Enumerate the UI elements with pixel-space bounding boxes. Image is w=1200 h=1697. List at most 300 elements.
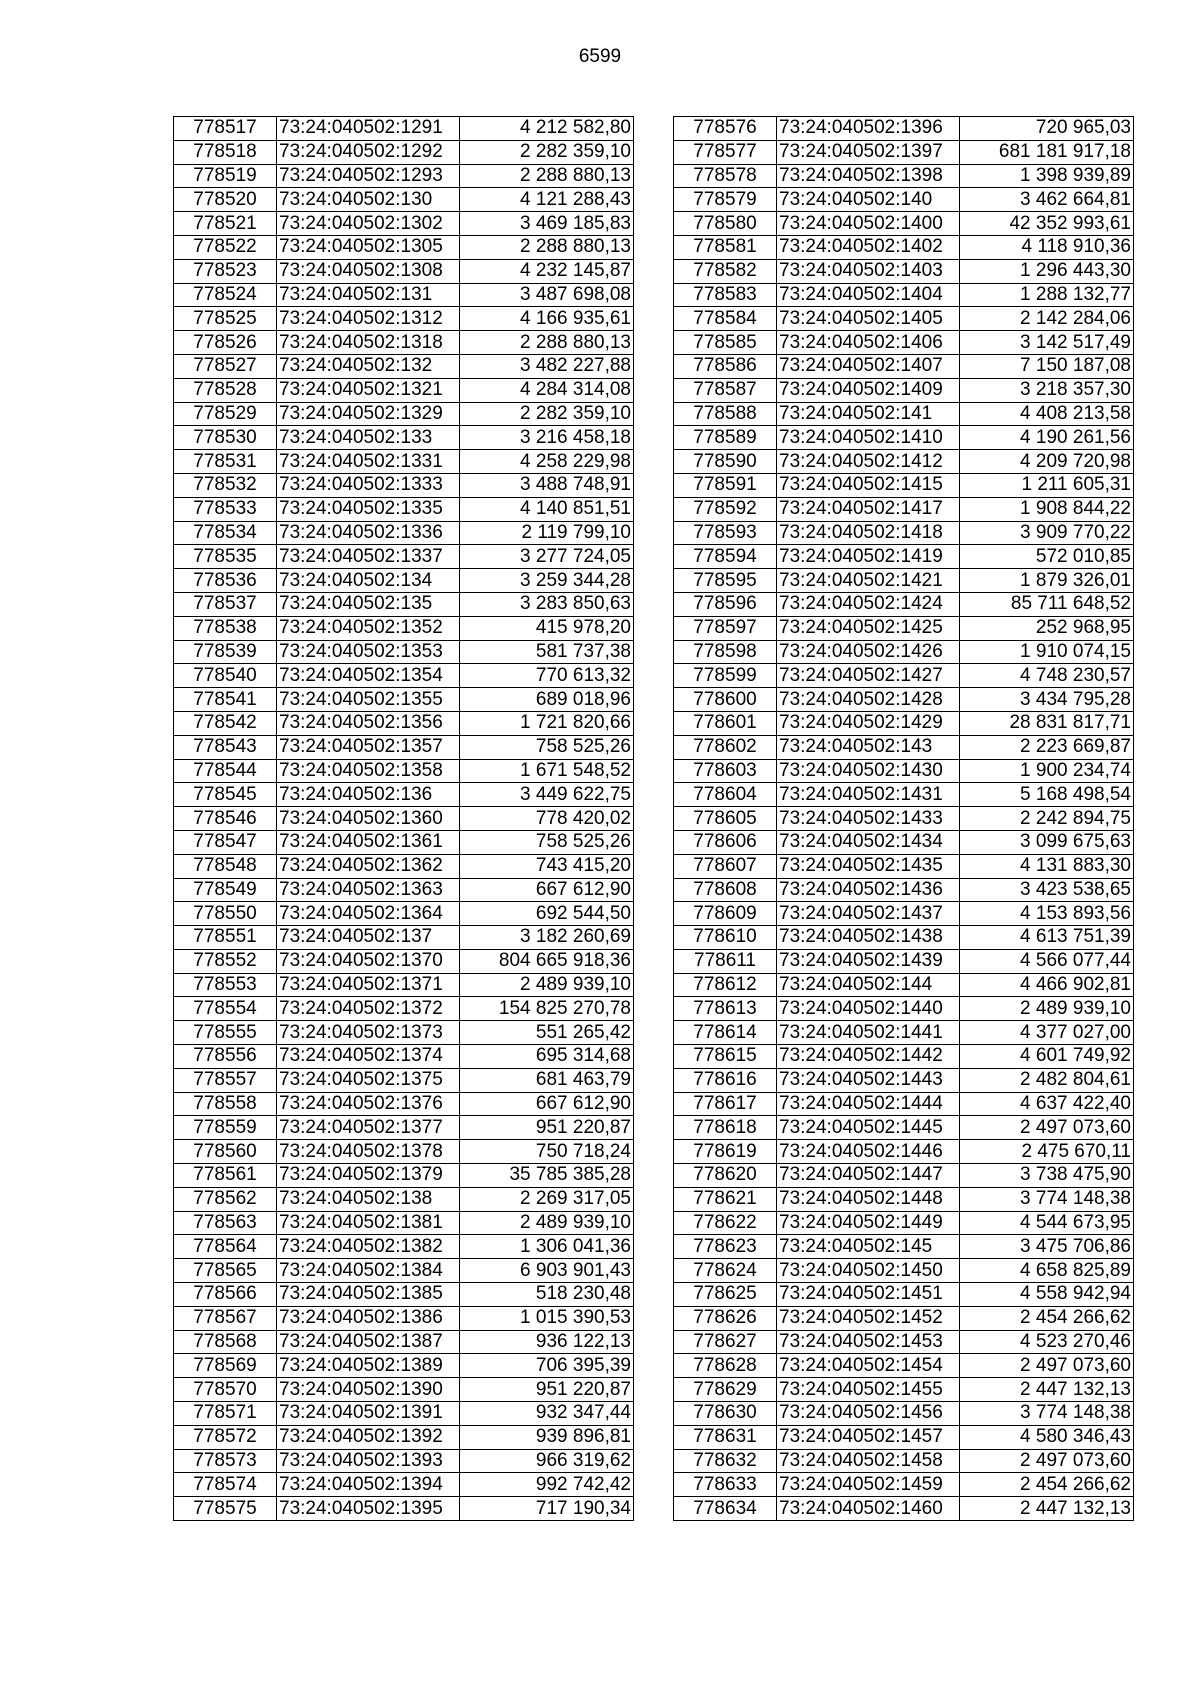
cadastral-value-cell: 667 612,90 [460,878,634,902]
table-row [674,426,1134,450]
cadastral-value-cell: 2 119 799,10 [460,521,634,545]
cadastral-number-cell: 73:24:040502:1445 [777,1116,960,1140]
table-row [174,1283,634,1307]
cadastral-value-cell: 3 488 748,91 [460,473,634,497]
record-number-cell: 778571 [174,1402,277,1426]
cadastral-number-cell: 73:24:040502:1372 [277,997,460,1021]
table-row [174,283,634,307]
cadastral-number-cell: 73:24:040502:1427 [777,664,960,688]
table-row [674,664,1134,688]
cadastral-value-cell: 2 489 939,10 [460,1211,634,1235]
table-row [674,1354,1134,1378]
cadastral-value-cell: 4 613 751,39 [960,926,1134,950]
cadastral-number-cell: 73:24:040502:1403 [777,259,960,283]
cadastral-number-cell: 73:24:040502:1405 [777,307,960,331]
record-number-cell: 778568 [174,1330,277,1354]
cadastral-value-cell: 6 903 901,43 [460,1259,634,1283]
record-number-cell: 778592 [674,497,777,521]
record-number-cell: 778557 [174,1068,277,1092]
cadastral-value-cell: 4 190 261,56 [960,426,1134,450]
cadastral-number-cell: 73:24:040502:132 [277,354,460,378]
cadastral-value-cell: 2 497 073,60 [960,1449,1134,1473]
cadastral-number-cell: 73:24:040502:1435 [777,854,960,878]
cadastral-number-cell: 73:24:040502:1418 [777,521,960,545]
cadastral-value-cell: 4 408 213,58 [960,402,1134,426]
table-row [674,830,1134,854]
cadastral-value-cell: 4 121 288,43 [460,188,634,212]
record-number-cell: 778591 [674,473,777,497]
cadastral-value-cell: 581 737,38 [460,640,634,664]
record-number-cell: 778584 [674,307,777,331]
cadastral-value-cell: 3 277 724,05 [460,545,634,569]
cadastral-number-cell: 73:24:040502:1442 [777,1045,960,1069]
cadastral-value-cell: 706 395,39 [460,1354,634,1378]
table-row [174,1330,634,1354]
table-row [174,235,634,259]
record-number-cell: 778540 [174,664,277,688]
record-number-cell: 778561 [174,1164,277,1188]
cadastral-value-cell: 4 637 422,40 [960,1092,1134,1116]
table-row [174,545,634,569]
record-number-cell: 778539 [174,640,277,664]
table-row [674,569,1134,593]
cadastral-number-cell: 73:24:040502:137 [277,926,460,950]
record-number-cell: 778526 [174,331,277,355]
table-row [174,188,634,212]
cadastral-number-cell: 73:24:040502:1356 [277,711,460,735]
cadastral-value-cell: 2 269 317,05 [460,1187,634,1211]
cadastral-value-cell: 770 613,32 [460,664,634,688]
table-row [674,1425,1134,1449]
page-number: 6599 [578,46,622,67]
cadastral-value-cell: 750 718,24 [460,1140,634,1164]
table-row [174,521,634,545]
cadastral-value-cell: 743 415,20 [460,854,634,878]
record-number-cell: 778596 [674,592,777,616]
table-row [674,735,1134,759]
register-table-left [173,116,634,1521]
table-row [674,688,1134,712]
cadastral-number-cell: 73:24:040502:134 [277,569,460,593]
record-number-cell: 778518 [174,140,277,164]
cadastral-value-cell: 4 748 230,57 [960,664,1134,688]
cadastral-value-cell: 3 482 227,88 [460,354,634,378]
cadastral-number-cell: 73:24:040502:1379 [277,1164,460,1188]
cadastral-number-cell: 73:24:040502:1371 [277,973,460,997]
table-row [174,1211,634,1235]
cadastral-number-cell: 73:24:040502:1393 [277,1449,460,1473]
cadastral-number-cell: 73:24:040502:1382 [277,1235,460,1259]
table-row [174,807,634,831]
table-row [674,497,1134,521]
cadastral-value-cell: 689 018,96 [460,688,634,712]
record-number-cell: 778521 [174,212,277,236]
cadastral-number-cell: 73:24:040502:1363 [277,878,460,902]
cadastral-number-cell: 73:24:040502:1292 [277,140,460,164]
cadastral-number-cell: 73:24:040502:1421 [777,569,960,593]
record-number-cell: 778612 [674,973,777,997]
cadastral-number-cell: 73:24:040502:1312 [277,307,460,331]
table-row [174,973,634,997]
record-number-cell: 778631 [674,1425,777,1449]
cadastral-number-cell: 73:24:040502:1364 [277,902,460,926]
cadastral-value-cell: 4 523 270,46 [960,1330,1134,1354]
record-number-cell: 778597 [674,616,777,640]
record-number-cell: 778634 [674,1497,777,1521]
cadastral-value-cell: 667 612,90 [460,1092,634,1116]
record-number-cell: 778527 [174,354,277,378]
cadastral-value-cell: 758 525,26 [460,735,634,759]
table-row [174,402,634,426]
cadastral-number-cell: 73:24:040502:1404 [777,283,960,307]
record-number-cell: 778624 [674,1259,777,1283]
record-number-cell: 778576 [674,117,777,141]
record-number-cell: 778534 [174,521,277,545]
cadastral-number-cell: 73:24:040502:1378 [277,1140,460,1164]
table-row [674,259,1134,283]
record-number-cell: 778626 [674,1306,777,1330]
cadastral-number-cell: 73:24:040502:1305 [277,235,460,259]
cadastral-value-cell: 1 900 234,74 [960,759,1134,783]
record-number-cell: 778569 [174,1354,277,1378]
table-row [174,664,634,688]
cadastral-value-cell: 42 352 993,61 [960,212,1134,236]
cadastral-value-cell: 1 910 074,15 [960,640,1134,664]
cadastral-number-cell: 73:24:040502:1321 [277,378,460,402]
cadastral-number-cell: 73:24:040502:1395 [277,1497,460,1521]
record-number-cell: 778531 [174,450,277,474]
cadastral-number-cell: 73:24:040502:1352 [277,616,460,640]
cadastral-value-cell: 695 314,68 [460,1045,634,1069]
record-number-cell: 778600 [674,688,777,712]
table-row [174,426,634,450]
cadastral-value-cell: 3 774 148,38 [960,1187,1134,1211]
cadastral-number-cell: 73:24:040502:1439 [777,949,960,973]
cadastral-number-cell: 73:24:040502:1417 [777,497,960,521]
record-number-cell: 778567 [174,1306,277,1330]
cadastral-number-cell: 73:24:040502:1430 [777,759,960,783]
cadastral-number-cell: 73:24:040502:1434 [777,830,960,854]
cadastral-number-cell: 73:24:040502:145 [777,1235,960,1259]
record-number-cell: 778603 [674,759,777,783]
table-row [674,973,1134,997]
cadastral-value-cell: 2 482 804,61 [960,1068,1134,1092]
cadastral-number-cell: 73:24:040502:1385 [277,1283,460,1307]
cadastral-number-cell: 73:24:040502:1457 [777,1425,960,1449]
cadastral-number-cell: 73:24:040502:1336 [277,521,460,545]
table-row [674,331,1134,355]
cadastral-value-cell: 2 242 894,75 [960,807,1134,831]
record-number-cell: 778564 [174,1235,277,1259]
record-number-cell: 778599 [674,664,777,688]
record-number-cell: 778546 [174,807,277,831]
cadastral-number-cell: 73:24:040502:1458 [777,1449,960,1473]
table-row [174,878,634,902]
table-row [674,1116,1134,1140]
record-number-cell: 778630 [674,1402,777,1426]
cadastral-number-cell: 73:24:040502:1424 [777,592,960,616]
record-number-cell: 778553 [174,973,277,997]
table-row [174,926,634,950]
table-row [674,926,1134,950]
record-number-cell: 778563 [174,1211,277,1235]
record-number-cell: 778628 [674,1354,777,1378]
cadastral-number-cell: 73:24:040502:1376 [277,1092,460,1116]
record-number-cell: 778623 [674,1235,777,1259]
record-number-cell: 778549 [174,878,277,902]
table-row [674,450,1134,474]
record-number-cell: 778602 [674,735,777,759]
cadastral-number-cell: 73:24:040502:144 [777,973,960,997]
cadastral-value-cell: 778 420,02 [460,807,634,831]
cadastral-value-cell: 2 497 073,60 [960,1116,1134,1140]
record-number-cell: 778547 [174,830,277,854]
cadastral-value-cell: 1 296 443,30 [960,259,1134,283]
cadastral-number-cell: 73:24:040502:1431 [777,783,960,807]
cadastral-number-cell: 73:24:040502:1440 [777,997,960,1021]
record-number-cell: 778607 [674,854,777,878]
cadastral-number-cell: 73:24:040502:1373 [277,1021,460,1045]
cadastral-value-cell: 1 398 939,89 [960,164,1134,188]
cadastral-value-cell: 1 211 605,31 [960,473,1134,497]
register-table-left-body [174,117,634,1521]
record-number-cell: 778532 [174,473,277,497]
table-row [174,212,634,236]
cadastral-number-cell: 73:24:040502:1436 [777,878,960,902]
cadastral-value-cell: 2 282 359,10 [460,140,634,164]
record-number-cell: 778587 [674,378,777,402]
cadastral-number-cell: 73:24:040502:1353 [277,640,460,664]
record-number-cell: 778558 [174,1092,277,1116]
cadastral-value-cell: 4 284 314,08 [460,378,634,402]
table-row [174,1259,634,1283]
record-number-cell: 778548 [174,854,277,878]
record-number-cell: 778617 [674,1092,777,1116]
record-number-cell: 778582 [674,259,777,283]
cadastral-value-cell: 2 288 880,13 [460,331,634,355]
table-row [174,1140,634,1164]
record-number-cell: 778525 [174,307,277,331]
table-row [174,735,634,759]
cadastral-number-cell: 73:24:040502:1398 [777,164,960,188]
cadastral-number-cell: 73:24:040502:1308 [277,259,460,283]
table-row [674,402,1134,426]
cadastral-number-cell: 73:24:040502:1454 [777,1354,960,1378]
table-row [174,569,634,593]
cadastral-value-cell: 2 497 073,60 [960,1354,1134,1378]
cadastral-value-cell: 7 150 187,08 [960,354,1134,378]
record-number-cell: 778594 [674,545,777,569]
cadastral-number-cell: 73:24:040502:1337 [277,545,460,569]
cadastral-number-cell: 73:24:040502:1361 [277,830,460,854]
record-number-cell: 778566 [174,1283,277,1307]
record-number-cell: 778620 [674,1164,777,1188]
record-number-cell: 778551 [174,926,277,950]
cadastral-number-cell: 73:24:040502:1387 [277,1330,460,1354]
table-row [174,1187,634,1211]
table-row [174,1092,634,1116]
cadastral-number-cell: 73:24:040502:1400 [777,212,960,236]
cadastral-value-cell: 992 742,42 [460,1473,634,1497]
cadastral-number-cell: 73:24:040502:1447 [777,1164,960,1188]
cadastral-number-cell: 73:24:040502:1441 [777,1021,960,1045]
table-row [174,1068,634,1092]
cadastral-value-cell: 2 489 939,10 [960,997,1134,1021]
table-row [174,450,634,474]
register-table-right [673,116,1134,1521]
record-number-cell: 778609 [674,902,777,926]
record-number-cell: 778542 [174,711,277,735]
table-row [674,1497,1134,1521]
table-row [674,592,1134,616]
cadastral-value-cell: 154 825 270,78 [460,997,634,1021]
cadastral-number-cell: 73:24:040502:1456 [777,1402,960,1426]
table-row [174,1116,634,1140]
cadastral-value-cell: 966 319,62 [460,1449,634,1473]
cadastral-value-cell: 3 099 675,63 [960,830,1134,854]
cadastral-value-cell: 518 230,48 [460,1283,634,1307]
table-row [674,902,1134,926]
cadastral-number-cell: 73:24:040502:1448 [777,1187,960,1211]
cadastral-value-cell: 4 209 720,98 [960,450,1134,474]
record-number-cell: 778524 [174,283,277,307]
table-row [174,783,634,807]
table-row [174,1164,634,1188]
record-number-cell: 778560 [174,1140,277,1164]
table-row [174,1378,634,1402]
cadastral-number-cell: 73:24:040502:1397 [777,140,960,164]
table-row [174,688,634,712]
table-row [174,592,634,616]
record-number-cell: 778586 [674,354,777,378]
record-number-cell: 778621 [674,1187,777,1211]
table-row [674,1449,1134,1473]
record-number-cell: 778529 [174,402,277,426]
table-row [674,1259,1134,1283]
cadastral-value-cell: 3 774 148,38 [960,1402,1134,1426]
cadastral-value-cell: 3 259 344,28 [460,569,634,593]
cadastral-number-cell: 73:24:040502:130 [277,188,460,212]
table-row [174,854,634,878]
table-row [674,354,1134,378]
cadastral-number-cell: 73:24:040502:1381 [277,1211,460,1235]
record-number-cell: 778622 [674,1211,777,1235]
cadastral-number-cell: 73:24:040502:1407 [777,354,960,378]
cadastral-value-cell: 2 447 132,13 [960,1378,1134,1402]
table-row [674,1235,1134,1259]
record-number-cell: 778605 [674,807,777,831]
table-row [174,473,634,497]
cadastral-number-cell: 73:24:040502:1444 [777,1092,960,1116]
cadastral-number-cell: 73:24:040502:1412 [777,450,960,474]
record-number-cell: 778562 [174,1187,277,1211]
cadastral-value-cell: 4 118 910,36 [960,235,1134,259]
table-row [674,1021,1134,1045]
record-number-cell: 778608 [674,878,777,902]
table-row [674,759,1134,783]
record-number-cell: 778615 [674,1045,777,1069]
table-row [174,1473,634,1497]
table-row [674,164,1134,188]
cadastral-number-cell: 73:24:040502:138 [277,1187,460,1211]
cadastral-value-cell: 2 447 132,13 [960,1497,1134,1521]
table-row [674,188,1134,212]
cadastral-value-cell: 85 711 648,52 [960,592,1134,616]
cadastral-value-cell: 4 140 851,51 [460,497,634,521]
table-row [174,497,634,521]
table-row [674,878,1134,902]
record-number-cell: 778578 [674,164,777,188]
table-row [174,307,634,331]
table-row [674,1187,1134,1211]
record-number-cell: 778632 [674,1449,777,1473]
cadastral-number-cell: 73:24:040502:1357 [277,735,460,759]
record-number-cell: 778581 [674,235,777,259]
cadastral-number-cell: 73:24:040502:1291 [277,117,460,141]
cadastral-number-cell: 73:24:040502:1370 [277,949,460,973]
record-number-cell: 778606 [674,830,777,854]
cadastral-number-cell: 73:24:040502:1386 [277,1306,460,1330]
table-row [674,783,1134,807]
record-number-cell: 778517 [174,117,277,141]
record-number-cell: 778536 [174,569,277,593]
table-row [674,854,1134,878]
cadastral-number-cell: 73:24:040502:133 [277,426,460,450]
record-number-cell: 778574 [174,1473,277,1497]
table-row [174,1021,634,1045]
record-number-cell: 778585 [674,331,777,355]
cadastral-value-cell: 936 122,13 [460,1330,634,1354]
cadastral-number-cell: 73:24:040502:131 [277,283,460,307]
cadastral-value-cell: 3 182 260,69 [460,926,634,950]
cadastral-number-cell: 73:24:040502:1331 [277,450,460,474]
record-number-cell: 778552 [174,949,277,973]
cadastral-value-cell: 1 908 844,22 [960,497,1134,521]
table-row [174,117,634,141]
table-row [174,140,634,164]
record-number-cell: 778613 [674,997,777,1021]
cadastral-number-cell: 73:24:040502:1419 [777,545,960,569]
table-row [174,378,634,402]
record-number-cell: 778533 [174,497,277,521]
table-row [674,1402,1134,1426]
cadastral-number-cell: 73:24:040502:1329 [277,402,460,426]
table-row [674,473,1134,497]
cadastral-value-cell: 717 190,34 [460,1497,634,1521]
cadastral-value-cell: 3 216 458,18 [460,426,634,450]
cadastral-value-cell: 692 544,50 [460,902,634,926]
record-number-cell: 778579 [674,188,777,212]
table-row [674,1140,1134,1164]
cadastral-value-cell: 681 181 917,18 [960,140,1134,164]
table-row [174,759,634,783]
cadastral-number-cell: 73:24:040502:1450 [777,1259,960,1283]
cadastral-value-cell: 4 601 749,92 [960,1045,1134,1069]
table-row [674,1164,1134,1188]
record-number-cell: 778572 [174,1425,277,1449]
cadastral-number-cell: 73:24:040502:1428 [777,688,960,712]
cadastral-value-cell: 804 665 918,36 [460,949,634,973]
table-row [174,1497,634,1521]
cadastral-value-cell: 3 738 475,90 [960,1164,1134,1188]
record-number-cell: 778604 [674,783,777,807]
table-row [174,354,634,378]
cadastral-number-cell: 73:24:040502:1426 [777,640,960,664]
record-number-cell: 778589 [674,426,777,450]
record-number-cell: 778541 [174,688,277,712]
cadastral-value-cell: 1 721 820,66 [460,711,634,735]
cadastral-number-cell: 73:24:040502:1374 [277,1045,460,1069]
